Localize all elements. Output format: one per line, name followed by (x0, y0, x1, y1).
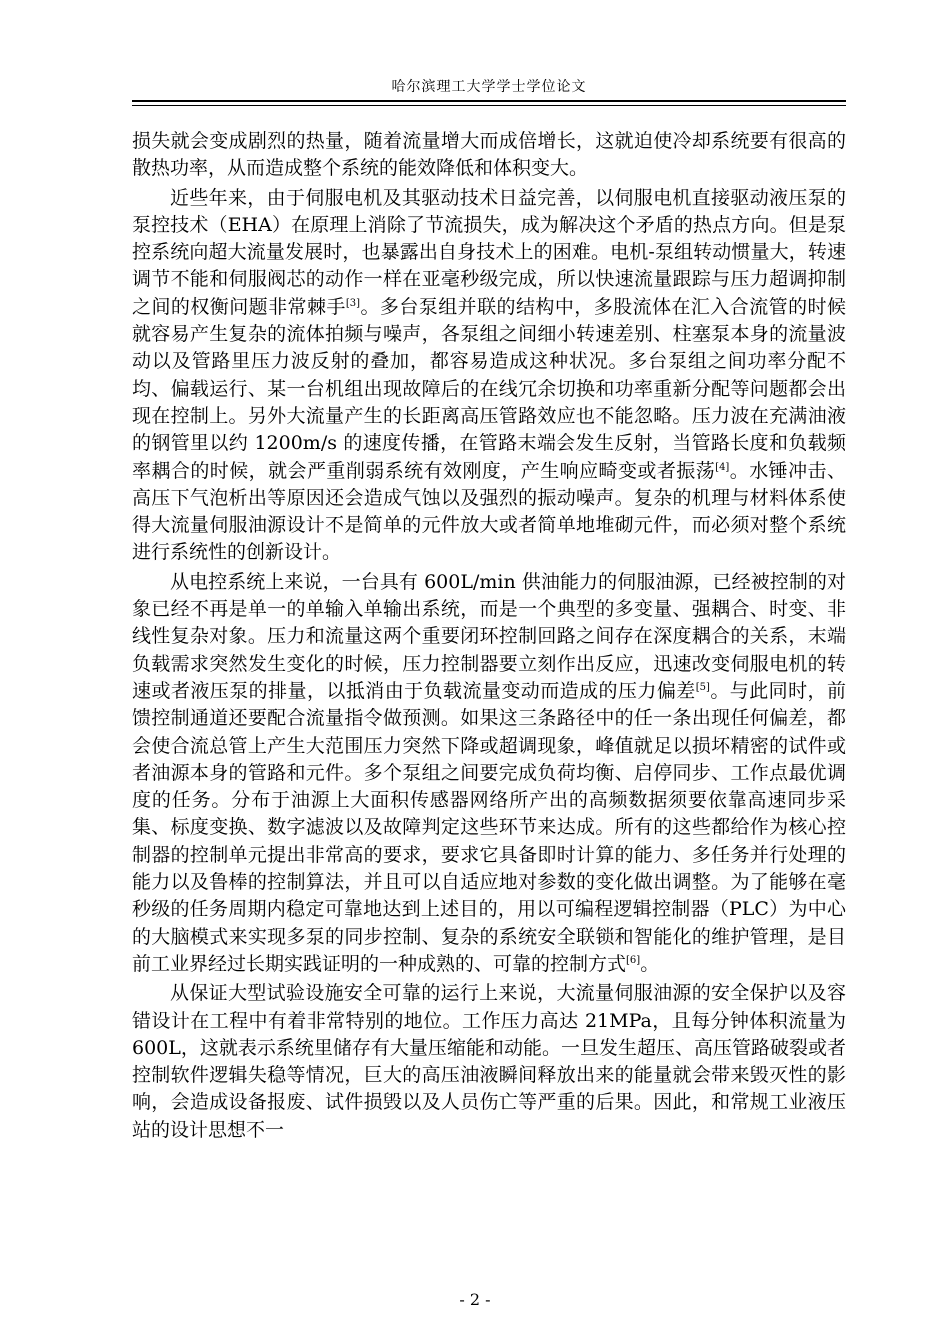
body-text (132, 128, 846, 1144)
citation-marker: [3] (345, 297, 360, 309)
paragraph (132, 185, 846, 567)
text-run: 从电控系统上来说，一台具有 600L/min 供油能力的伺服油源，已经被控制的对象已经不再是单一的单输入单输出系统，而是一个典型的多变量、强耦合、时变、非线性复杂对象。压力和流量这两个重要闭环控制回路之间存在深度耦合的关系，末端负载需求突然发生变化的时候，压力控制器要立刻作出反应，迅速改变伺服电机的转速或者液压泵的排量，以抵消由于负载流量变动而造成的压力偏差 (132, 570, 846, 702)
citation-marker: [6] (626, 954, 641, 966)
text-run: 。水锤冲击、高压下气泡析出等原因还会造成气蚀以及强烈的振动噪声。复杂的机理与材料体系使得大流量伺服油源设计不是简单的元件放大或者简单地堆砌元件，而必须对整个系统进行系统性的创新设计。 (132, 459, 846, 564)
running-header: 哈尔滨理工大学学士学位论文 (391, 79, 587, 95)
text-run: 损失就会变成剧烈的热量，随着流量增大而成倍增长，这就迫使冷却系统要有很高的散热功率，从而造成整个系统的能效降低和体积变大。 (132, 130, 846, 180)
text-run: 近些年来，由于伺服电机及其驱动技术日益完善，以伺服电机直接驱动液压泵的泵控技术（EHA）在原理上消除了节流损失，成为解决这个矛盾的热点方向。但是泵控系统向超大流量发展时，也暴露出自身技术上的困难。电机-泵组转动惯量大，转速调节不能和伺服阀芯的动作一样在亚毫秒级完成，所以快速流量跟踪与压力超调抑制之间的权衡问题非常棘手 (132, 186, 846, 318)
header-rule-thick (132, 100, 846, 102)
paragraph (132, 980, 846, 1144)
header-rule-thin (132, 105, 846, 106)
citation-marker: [5] (695, 681, 710, 693)
text-run: 。 (640, 952, 660, 975)
page-number: - 2 - (459, 1290, 491, 1309)
paragraph (132, 128, 846, 183)
text-run: 。多台泵组并联的结构中，多股流体在汇入合流管的时候就容易产生复杂的流体拍频与噪声，各泵组之间细小转速差别、柱塞泵本身的流量波动以及管路里压力波反射的叠加，都容易造成这种状况。多台泵组之间功率分配不均、偏载运行、某一台机组出现故障后的在线冗余切换和功率重新分配等问题都会出现在控制上。另外大流量产生的长距离高压管路效应也不能忽略。压力波在充满油液的钢管里以约 1200m/s 的速度传播，在管路末端会发生反射，当管路长度和负载频率耦合的时候，就会严重削弱系统有效刚度，产生响应畸变或者振荡 (132, 295, 846, 482)
text-run: 从保证大型试验设施安全可靠的运行上来说，大流量伺服油源的安全保护以及容错设计在工程中有着非常特别的地位。工作压力高达 21MPa，且每分钟体积流量为 600L，这就表示系统里储存有大量压缩能和动能。一旦发生超压、高压管路破裂或者控制软件逻辑失稳等情况，巨大的高压油液瞬间释放出来的能量就会带来毁灭性的影响，会造成设备报废、试件损毁以及人员伤亡等严重的后果。因此，和常规工业液压站的设计思想不一 (132, 982, 846, 1141)
text-run: 。与此同时，前馈控制通道还要配合流量指令做预测。如果这三条路径中的任一条出现任何偏差，都会使合流总管上产生大范围压力突然下降或超调现象，峰值就足以损坏精密的试件或者油源本身的管路和元件。多个泵组之间要完成负荷均衡、启停同步、工作点最优调度的任务。分布于油源上大面积传感器网络所产出的高频数据须要依靠高速同步采集、标度变换、数字滤波以及故障判定这些环节来达成。所有的这些都给作为核心控制器的控制单元提出非常高的要求，要求它具备即时计算的能力、多任务并行处理的能力以及鲁棒的控制算法，并且可以自适应地对参数的变化做出调整。为了能够在毫秒级的任务周期内稳定可靠地达到上述目的，用以可编程逻辑控制器（PLC）为中心的大脑模式来实现多泵的同步控制、复杂的系统安全联锁和智能化的维护管理，是目前工业界经过长期实践证明的一种成熟的、可靠的控制方式 (132, 679, 846, 975)
citation-marker: [4] (715, 461, 730, 473)
paragraph (132, 569, 846, 978)
